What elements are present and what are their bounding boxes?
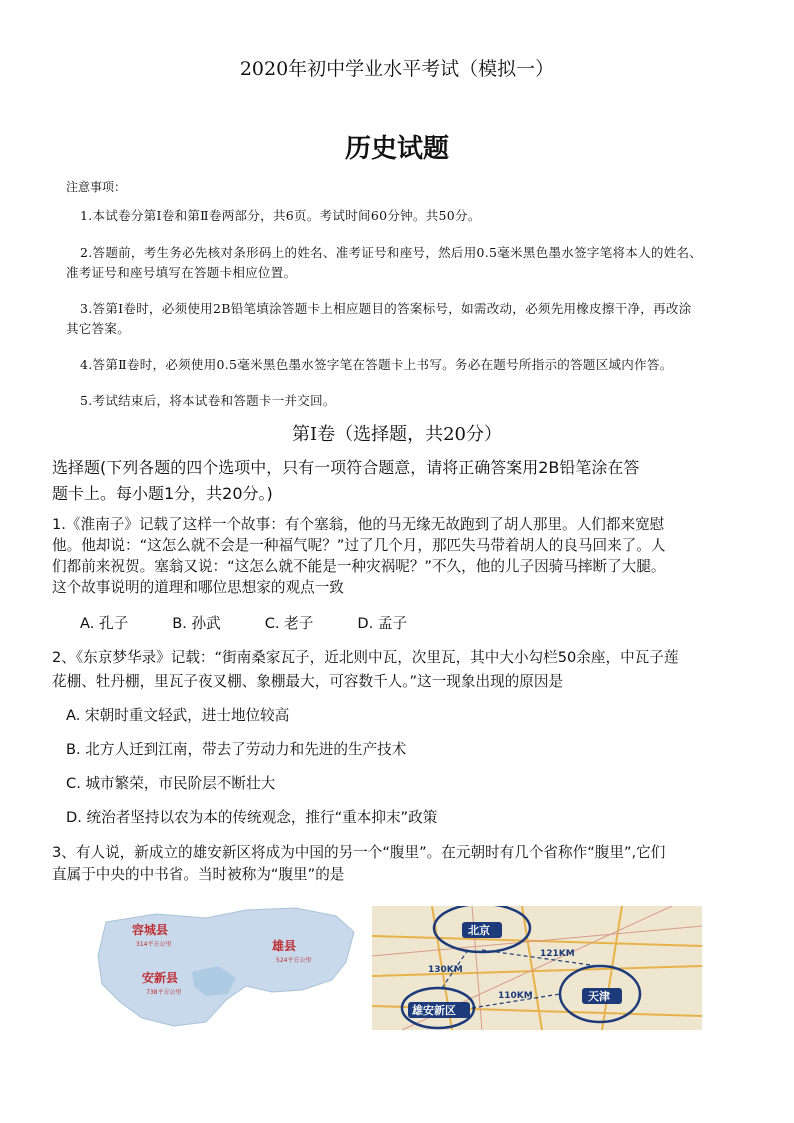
question-1-options [80,612,451,633]
question-line: 3、有人说，新成立的雄安新区将成为中国的另一个“腹里”。在元朝时有几个省称作“腹里”,它们 [52,844,666,861]
county-area: 524平方公里 [276,957,312,964]
option-c: C. 老子 [264,615,314,632]
option-a: A. 宋朝时重文轻武，进士地位较高 [66,707,290,724]
city-label: 雄安新区 [412,1004,456,1017]
exam-title: 2020年初中学业水平考试（模拟一） [239,58,555,80]
instruction-line: 选择题(下列各题的四个选项中，只有一项符合题意，请将正确答案用2B铅笔涂在答 [52,458,640,477]
note-item: 5.考试结束后，将本试卷和答题卡一并交回。 [80,393,336,408]
note-item: 准考证号和座号填写在答题卡相应位置。 [66,265,297,280]
instruction-line: 题卡上。每小题1分，共20分。) [52,484,273,503]
question-2 [52,646,770,694]
option-c: C. 城市繁荣，市民阶层不断壮大 [66,775,276,792]
question-1 [52,514,770,598]
option-d: D. 统治者坚持以农为本的传统观念，推行“重本抑末”政策 [66,809,438,826]
subject-title: 历史试题 [344,134,449,164]
option-a: A. 孔子 [80,615,129,632]
county-area: 314平方公里 [136,941,172,948]
question-3 [52,842,770,886]
distance-label: 121KM [540,949,575,959]
option-b: B. 孙武 [172,615,221,632]
city-label: 北京 [468,924,490,937]
county-label: 雄县 [272,939,297,953]
question-line: 这个故事说明的道理和哪位思想家的观点一致 [52,579,344,596]
note-item: 3.答第Ⅰ卷时，必须使用2B铅笔填涂答题卡上相应题目的答案标号，如需改动，必须先用橡皮擦干净，再改涂 [80,301,692,316]
section-title: 第Ⅰ卷（选择题，共20分） [291,424,502,445]
note-item: 4.答第Ⅱ卷时，必须使用0.5毫米黑色墨水签字笔在答题卡上书写。务必在题号所指示的答题区域内作答。 [80,357,673,372]
section-instruction [52,455,762,507]
note-item: 2.答题前，考生务必先核对条形码上的姓名、准考证号和座号，然后用0.5毫米黑色墨水签字笔将本人的姓名、 [80,245,703,260]
note-item: 1.本试卷分第Ⅰ卷和第Ⅱ卷两部分，共6页。考试时间60分钟。共50分。 [80,208,481,223]
question-line: 他。他却说：“这怎么就不会是一种福气呢？”过了几个月，那匹失马带着胡人的良马回来了。人 [52,537,666,554]
region-map [372,906,702,1030]
county-map [96,902,358,1030]
question-line: 们都前来祝贺。塞翁又说：“这怎么就不能是一种灾祸呢？”不久，他的儿子因骑马摔断了大腿。 [52,558,666,575]
notes-heading: 注意事项： [66,180,127,194]
county-label: 容城县 [132,923,169,937]
county-label: 安新县 [142,971,179,985]
county-area: 738平方公里 [146,989,182,996]
question-line: 1.《淮南子》记载了这样一个故事：有个塞翁，他的马无缘无故跑到了胡人那里。人们都来宽慰 [52,516,665,533]
question-line: 直属于中央的中书省。当时被称为“腹里”的是 [52,866,345,883]
question-line: 花棚、牡丹棚，里瓦子夜叉棚、象棚最大，可容数千人。”这一现象出现的原因是 [52,673,564,690]
distance-label: 110KM [498,991,533,1001]
city-label: 天津 [588,990,610,1003]
question-line: 2、《东京梦华录》记载：“街南桑家瓦子，近北则中瓦，次里瓦，其中大小勾栏50余座，中瓦子莲 [52,649,679,666]
option-d: D. 孟子 [357,615,408,632]
option-b: B. 北方人迁到江南，带去了劳动力和先进的生产技术 [66,741,407,758]
distance-label: 130KM [428,965,463,975]
note-item: 其它答案。 [66,321,131,336]
